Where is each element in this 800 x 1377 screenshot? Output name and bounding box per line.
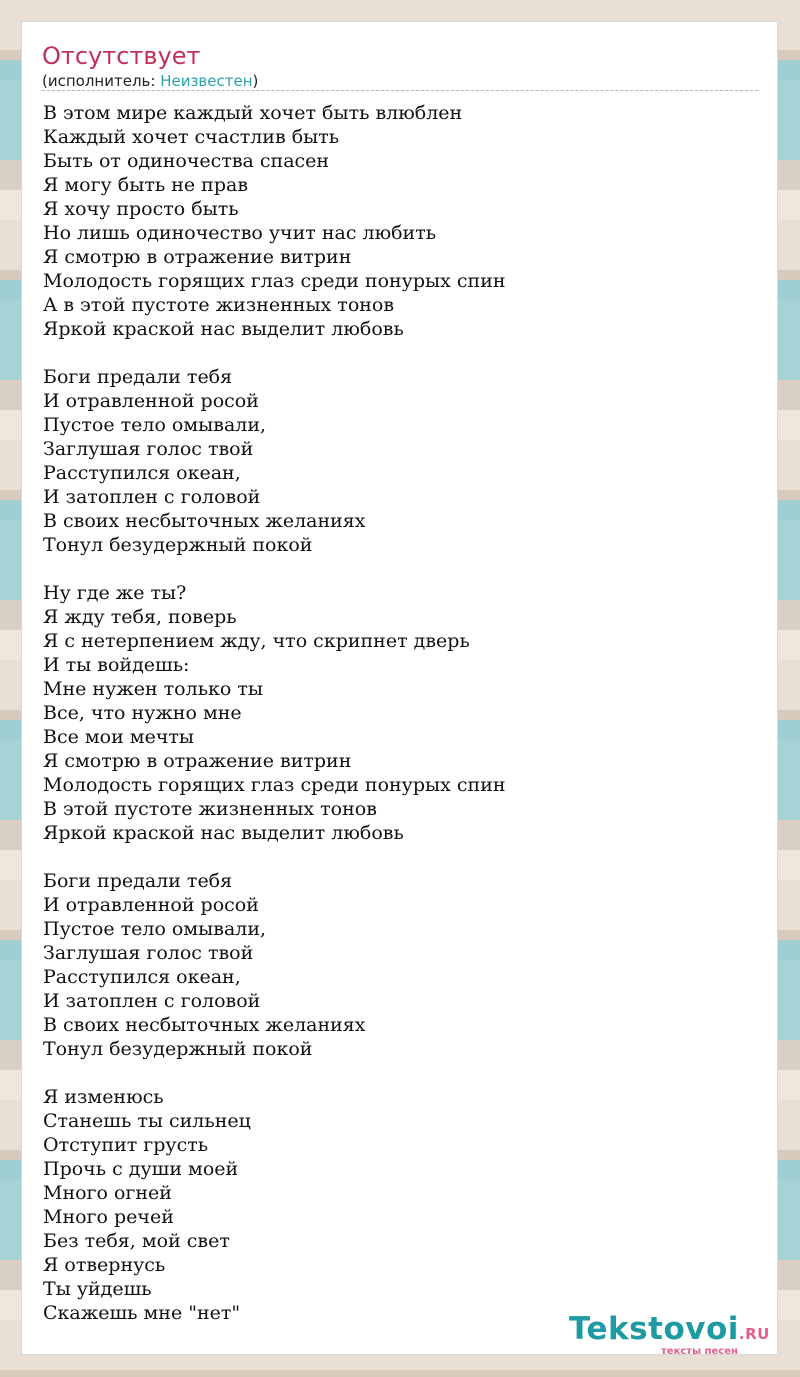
artist-suffix: ) (252, 72, 259, 90)
artist-link[interactable]: Неизвестен (160, 72, 253, 90)
logo-tld: .RU (738, 1325, 770, 1343)
title-divider (42, 90, 758, 91)
site-logo[interactable] (569, 1311, 770, 1357)
artist-prefix: (исполнитель: (42, 72, 161, 90)
logo-tagline: тексты песен (661, 1346, 738, 1357)
lyrics-card (21, 21, 778, 1355)
song-title: Отсутствует (42, 42, 201, 70)
logo-main-text: Tekstovoi (569, 1311, 739, 1347)
artist-line (42, 72, 258, 90)
lyrics-text: В этом мире каждый хочет быть влюблен Каждый хочет счастлив быть Быть от одиночества спасен Я могу быть не прав Я хочу просто быть Но лишь одиночество учит нас любить Я смотрю в отражение витрин Молодость горящих глаз среди понурых спин А в этой пустоте жизненных тонов Яркой краской нас выделит любовь Боги предали тебя И отравленной росой Пустое тело омывали, Заглушая голос твой Расступился океан, И затоплен с головой В своих несбыточных желаниях Тонул безудержный покой Ну где же ты? Я жду тебя, поверь Я с нетерпением жду, что скрипнет дверь И ты войдешь: Мне нужен только ты Все, что нужно мне Все мои мечты Я смотрю в отражение витрин Молодость горящих глаз среди понурых спин В этой пустоте жизненных тонов Яркой краской нас выделит любовь Боги предали тебя И отравленной росой Пустое тело омывали, Заглушая голос твой Расступился океан, И затоплен с головой В своих несбыточных желаниях Тонул безудержный покой Я изменюсь Станешь ты сильнец Отступит грусть Прочь с души моей Много огней Много речей Без тебя, мой свет Я отвернусь Ты уйдешь Скажешь мне "нет" (43, 102, 506, 1324)
